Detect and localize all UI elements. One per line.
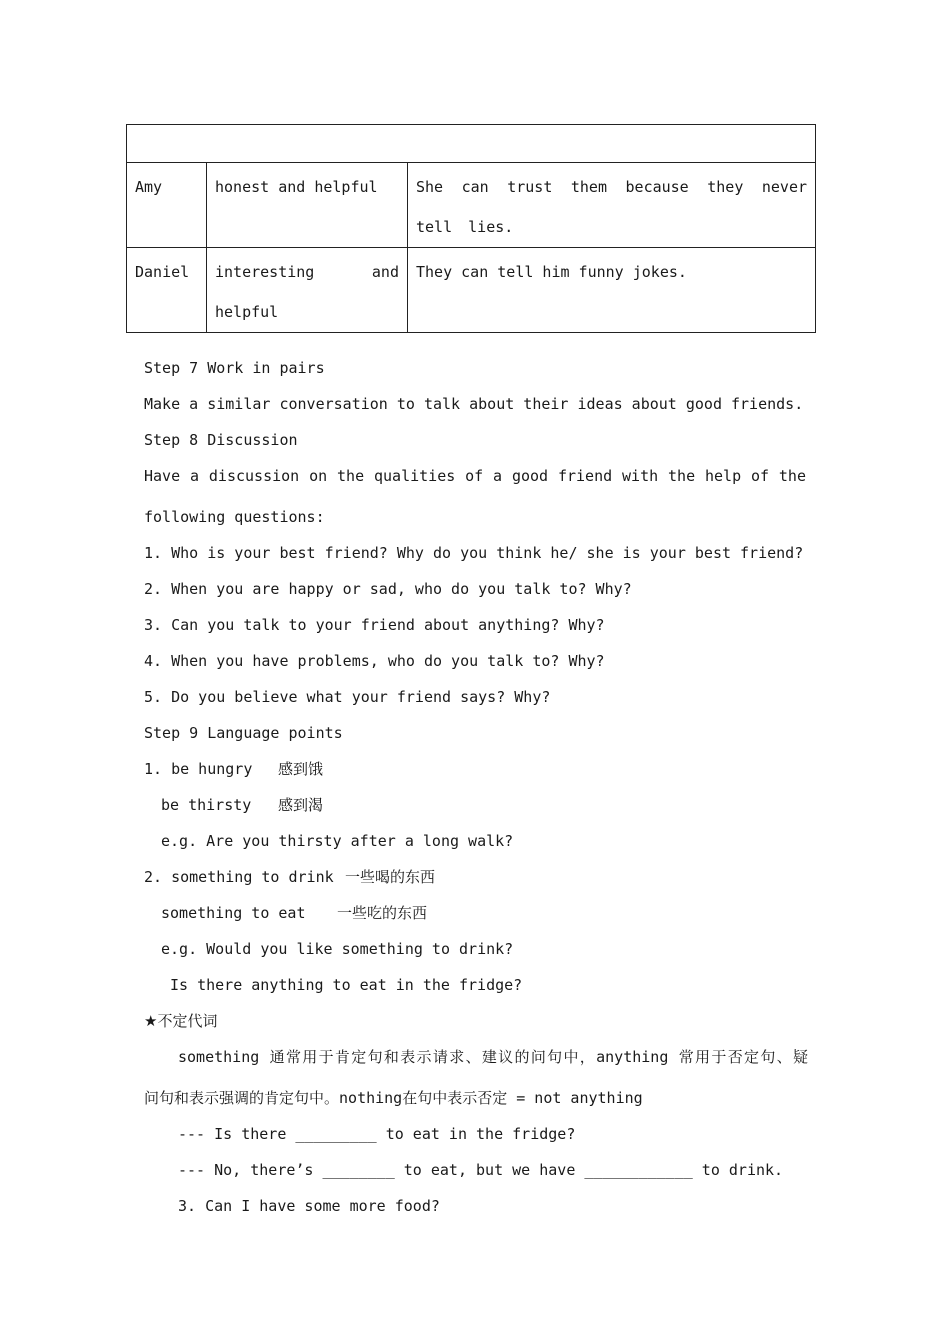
step8-heading: Step 8 Discussion [144, 431, 298, 449]
quality-word: interesting [215, 263, 315, 281]
quality-cell [207, 248, 408, 333]
point2b-phrase: something to eat [161, 904, 306, 922]
exercise-answer: --- No, there’s ________ to eat, but we have ____________ to drink. [178, 1161, 784, 1179]
reason-cell: She can trust them because they never tell lies. [408, 163, 816, 248]
point1-translation: 感到饿 [278, 760, 324, 778]
point2-example2: Is there anything to eat in the fridge? [170, 976, 523, 994]
question-item: 2. When you are happy or sad, who do you talk to? Why? [144, 580, 632, 598]
question-item: 3. Can you talk to your friend about anything? Why? [144, 616, 605, 634]
reason-cell: They can tell him funny jokes. [408, 248, 816, 333]
point2-example1: e.g. Would you like something to drink? [161, 940, 514, 958]
quality-cell: honest and helpful [207, 163, 408, 248]
name-cell: Daniel [127, 248, 207, 333]
point1-example: e.g. Are you thirsty after a long walk? [161, 832, 514, 850]
table-row [127, 163, 816, 248]
table-row [127, 248, 816, 333]
step7-text: Make a similar conversation to talk about their ideas about good friends. [144, 395, 804, 413]
step7-heading: Step 7 Work in pairs [144, 359, 325, 377]
table-header-cell [127, 125, 816, 163]
quality-word: and [371, 263, 399, 281]
table-header-row [127, 125, 816, 163]
question-item: 4. When you have problems, who do you talk to? Why? [144, 652, 605, 670]
point3-text: 3. Can I have some more food? [178, 1197, 440, 1215]
friends-table [126, 124, 816, 333]
question-item: 1. Who is your best friend? Why do you think he/ she is your best friend? [144, 544, 804, 562]
star-heading: ★不定代词 [144, 1012, 218, 1030]
note-line2: 问句和表示强调的肯定句中。nothing在句中表示否定 = not anything [144, 1089, 643, 1107]
note-line1: something 通常用于肯定句和表示请求、建议的问句中，anything 常用于否定句、疑 [178, 1048, 808, 1066]
point2-translation: 一些喝的东西 [345, 868, 436, 886]
point1b-phrase: be thirsty [161, 796, 252, 814]
point2-phrase: 2. something to drink [144, 868, 334, 886]
point1b-translation: 感到渴 [278, 796, 324, 814]
point1-phrase: 1. be hungry [144, 760, 253, 778]
step8-intro-line1: Have a discussion on the qualities of a good friend with the help of the [144, 467, 806, 485]
name-cell: Amy [127, 163, 207, 248]
step9-heading: Step 9 Language points [144, 724, 343, 742]
point2b-translation: 一些吃的东西 [337, 904, 428, 922]
exercise-question: --- Is there _________ to eat in the fridge? [178, 1125, 576, 1143]
step8-intro-line2: following questions: [144, 508, 325, 526]
question-item: 5. Do you believe what your friend says? Why? [144, 688, 551, 706]
quality-word: helpful [215, 303, 279, 321]
